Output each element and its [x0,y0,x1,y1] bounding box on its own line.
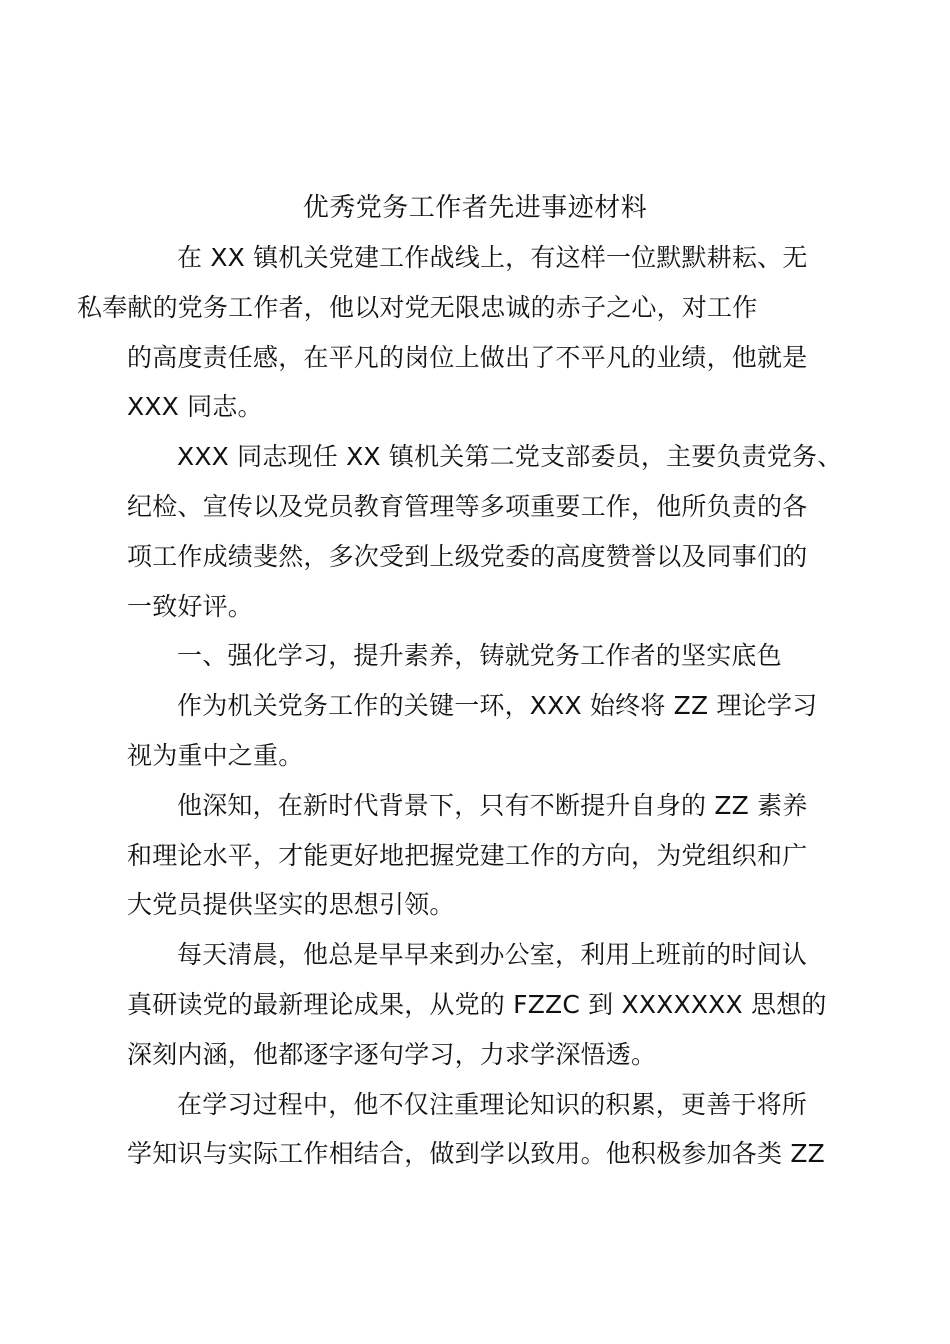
paragraph-morning [127,930,833,1079]
paragraph-intro [77,233,833,432]
section-heading [127,631,833,681]
text-line: 一、强化学习，提升素养，铸就党务工作者的坚实底色 [177,641,782,671]
text-line: 真研读党的最新理论成果，从党的 FZZC 到 XXXXXXX 思想的 [127,989,827,1019]
text-line: 和理论水平，才能更好地把握党建工作的方向，为党组织和广 [127,840,808,870]
paragraph-awareness [127,781,833,930]
text-line: 私奉献的党务工作者，他以对党无限忠诚的赤子之心，对工作 [77,292,758,322]
text-line: 大党员提供坚实的思想引领。 [127,890,455,920]
text-line: 在学习过程中，他不仅注重理论知识的积累，更善于将所 [177,1089,808,1119]
text-line: 一致好评。 [127,591,254,621]
document-body [77,233,843,1179]
text-line: 的高度责任感，在平凡的岗位上做出了不平凡的业绩，他就是 [127,342,808,372]
paragraph-study [127,681,833,781]
paragraph-position [127,432,843,631]
paragraph-practice [127,1080,833,1180]
text-line: 视为重中之重。 [127,740,304,770]
document-title: 优秀党务工作者先进事迹材料 [302,193,648,223]
text-line: XXX 同志现任 XX 镇机关第二党支部委员，主要负责党务、 [177,442,843,472]
text-line: 项工作成绩斐然，多次受到上级党委的高度赞誉以及同事们的 [127,541,808,571]
text-line: 深刻内涵，他都逐字逐句学习，力求学深悟透。 [127,1039,657,1069]
text-line: 作为机关党务工作的关键一环，XXX 始终将 ZZ 理论学习 [177,691,818,721]
text-line: 在 XX 镇机关党建工作战线上，有这样一位默默耕耘、无 [177,243,808,272]
text-line: 学知识与实际工作相结合，做到学以致用。他积极参加各类 ZZ [127,1139,826,1169]
text-line: 每天清晨，他总是早早来到办公室，利用上班前的时间认 [177,940,808,970]
text-line: 纪检、宣传以及党员教育管理等多项重要工作，他所负责的各 [127,491,808,521]
text-line: 他深知，在新时代背景下，只有不断提升自身的 ZZ 素养 [177,790,808,820]
text-line: XXX 同志。 [127,392,263,422]
